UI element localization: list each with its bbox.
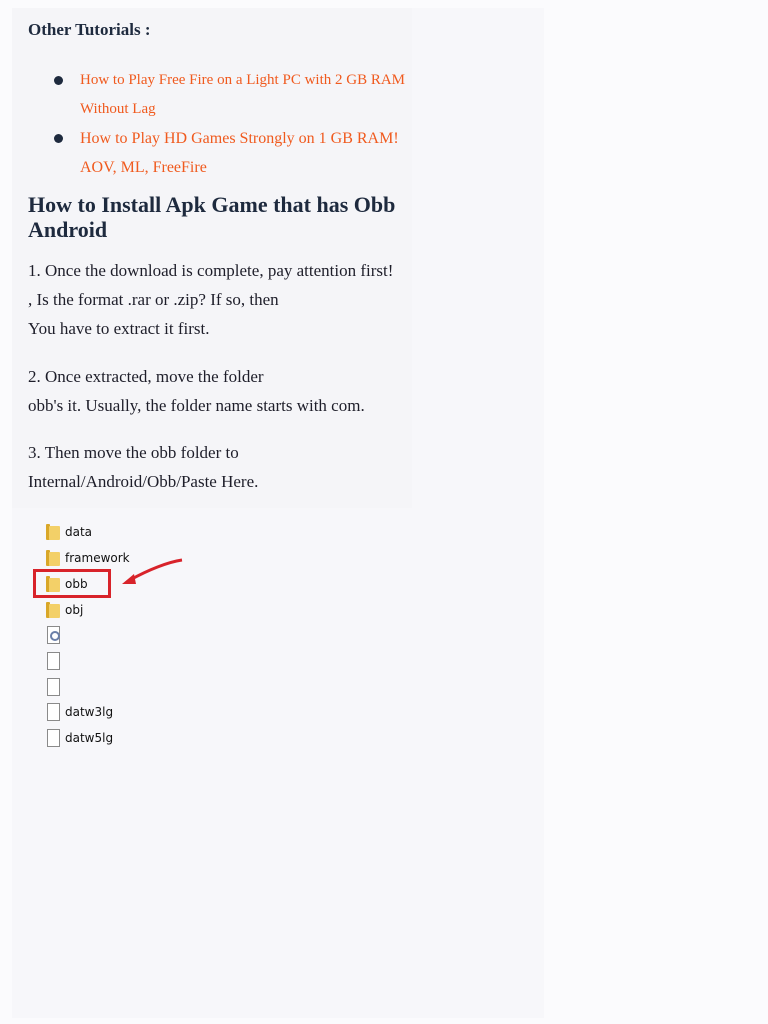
- article-heading: How to Install Apk Game that has Obb Android: [28, 192, 396, 242]
- step-2-text: 2. Once extracted, move the folder obb's it. Usually, the folder name starts with com.: [28, 367, 365, 415]
- folder-data: data: [46, 521, 176, 543]
- file-settings: [46, 624, 176, 646]
- tutorial-link-free-fire[interactable]: How to Play Free Fire on a Light PC with 2 GB RAM Without Lag: [80, 72, 405, 117]
- step-1-text: 1. Once the download is complete, pay attention first! , Is the format .rar or .zip? If so, then You have to extract it first.: [28, 261, 394, 338]
- file-icon: [47, 678, 60, 696]
- folder-icon: [46, 524, 61, 540]
- list-item: [52, 124, 492, 182]
- file-datw5lg: datw5lg: [46, 727, 176, 749]
- file-icon: [47, 652, 60, 670]
- settings-file-icon: [47, 626, 60, 644]
- bullet-icon: [54, 76, 63, 85]
- other-tutorials-title: Other Tutorials :: [28, 20, 151, 39]
- folder-icon: [46, 550, 61, 566]
- folder-framework: framework: [46, 547, 176, 569]
- file-datw3lg: datw3lg: [46, 701, 176, 723]
- file-explorer-screenshot: [38, 518, 198, 758]
- file-blank-1: [46, 650, 176, 672]
- tutorial-link-hd-games[interactable]: How to Play HD Games Strongly on 1 GB RAM! AOV, ML, FreeFire: [80, 130, 399, 176]
- obb-highlight-box: [33, 569, 111, 598]
- step-3-text: 3. Then move the obb folder to Internal/Android/Obb/Paste Here.: [28, 443, 259, 491]
- red-arrow-icon: [118, 556, 188, 586]
- bullet-icon: [54, 134, 63, 143]
- list-item: [52, 66, 492, 124]
- file-blank-2: [46, 676, 176, 698]
- file-icon: [47, 729, 60, 747]
- file-icon: [47, 703, 60, 721]
- tutorial-list: [52, 66, 492, 182]
- folder-icon: [46, 602, 61, 618]
- folder-obb: obb: [46, 573, 176, 595]
- folder-obj: obj: [46, 599, 176, 621]
